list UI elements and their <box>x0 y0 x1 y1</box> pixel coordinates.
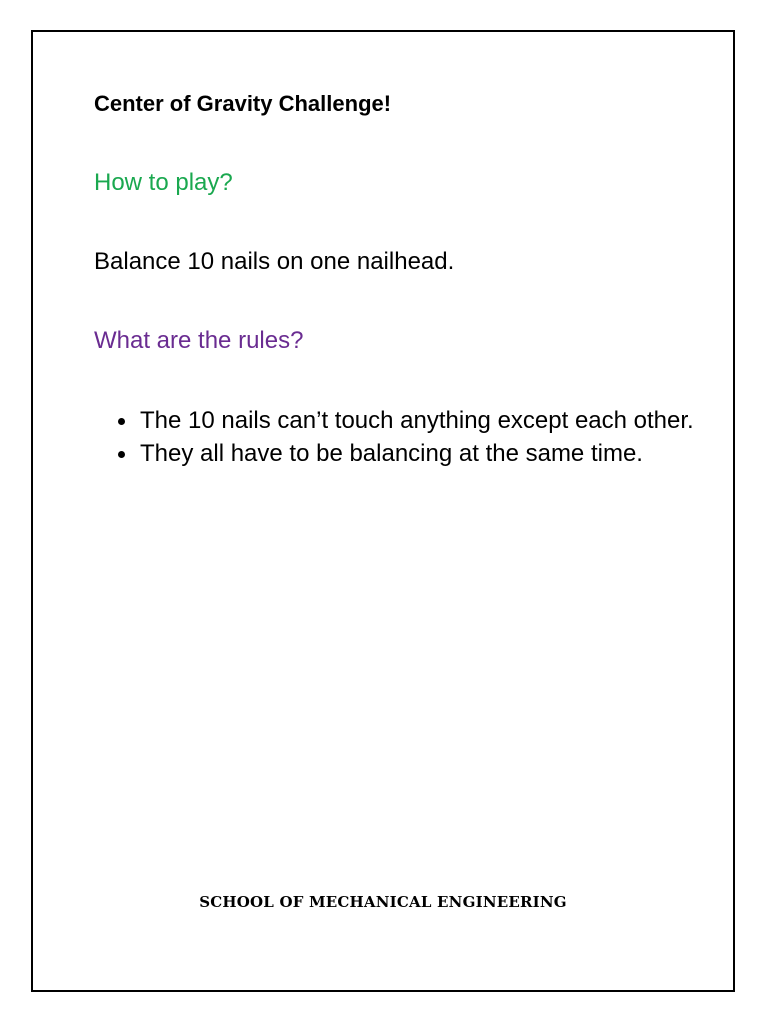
how-to-play-heading: How to play? <box>94 169 233 196</box>
rules-list <box>94 406 694 472</box>
bullet-icon <box>118 418 125 425</box>
rule-item <box>94 439 694 469</box>
page-title: Center of Gravity Challenge! <box>94 91 392 116</box>
bullet-icon <box>118 451 125 458</box>
rule-text: They all have to be balancing at the same time. <box>140 440 643 467</box>
document-page <box>31 30 735 992</box>
rules-heading: What are the rules? <box>94 327 304 354</box>
rule-text: The 10 nails can’t touch anything except each other. <box>140 407 694 434</box>
footer-school-name: SCHOOL OF MECHANICAL ENGINEERING <box>199 893 567 911</box>
how-to-play-text: Balance 10 nails on one nailhead. <box>94 248 455 275</box>
rule-item <box>94 406 694 436</box>
